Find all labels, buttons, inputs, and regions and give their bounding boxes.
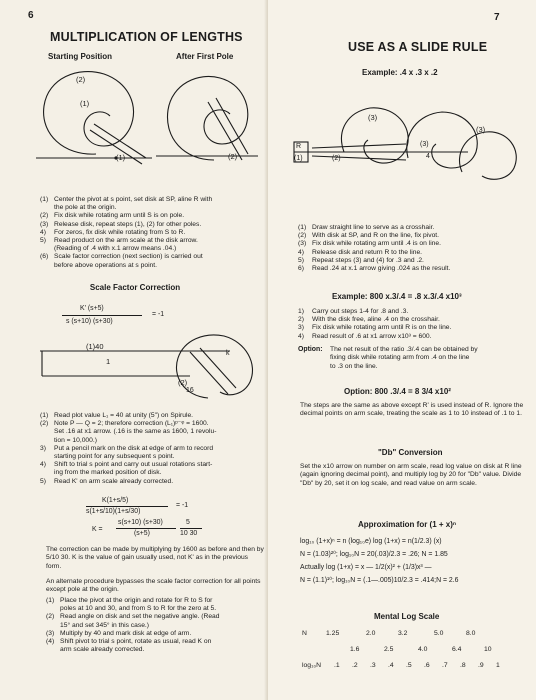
fraction-bar	[62, 315, 142, 316]
eq2-lhs: K =	[92, 526, 103, 533]
list-item: 4) Release disk and return R to the line.	[298, 248, 423, 256]
label-2: (2)	[76, 75, 86, 84]
page-number-right: 7	[494, 12, 500, 23]
list-item: (2) Read angle on disk and set the negative angle. (Read	[46, 613, 220, 621]
figure-scale-factor	[40, 330, 266, 404]
paragraph-alternate: An alternate procedure bypasses the scale factor correction for all points except pole at the origin.	[46, 578, 261, 594]
mls-log-value: .2	[352, 662, 358, 669]
list-item: (3) Fix disk while rotating arm until .4 is on line.	[298, 240, 441, 248]
mls-n-value: 4.0	[418, 646, 428, 653]
mls-log-value: .7	[442, 662, 448, 669]
list-item: ing from the marked position of disk.	[54, 469, 162, 477]
steps-alternate	[46, 597, 266, 654]
steps-ratio	[298, 308, 534, 341]
label-16: 16	[186, 387, 194, 394]
option-label: Option:	[298, 346, 323, 353]
list-item: (4) Shift pivot to trial s point, rotate as usual, read K on	[46, 638, 212, 646]
page-title-left: MULTIPLICATION OF LENGTHS	[50, 30, 243, 44]
mls-n-value: 10	[484, 646, 492, 653]
list-item: 3) Put a pencil mark on the disk at edge of arm to record	[40, 444, 214, 452]
list-item: (1) Read plot value L₁ = 40 at unity (5") on Spirule.	[40, 412, 194, 419]
mls-log-value: .9	[478, 662, 484, 669]
list-item: 5) Read K' on arm scale already corrected.	[40, 477, 174, 485]
paragraph-db: Set the x10 arrow on number on arm scale, read log value on disk at R line (again ignoring decimal point), and multiply log by 20 for "Db" value. Divide "Db" by 20, set it on log scale, and read value on arm scale.	[300, 463, 522, 487]
option-text: The net result of the ratio .3/.4 can be obtained by fixing disk while rotating arm from .4 on the line to .3 on the line.	[330, 346, 478, 370]
list-item: (6) Scale factor correction (next section) is carried out	[40, 253, 203, 261]
mls-log-value: .4	[388, 662, 394, 669]
option2-heading: Option: 800 .3/.4 = 8 3/4 x10²	[344, 387, 451, 396]
example-heading-1: Example: .4 x .3 x .2	[362, 68, 438, 77]
fraction-bar	[116, 528, 176, 529]
list-item: starting point for any subsequent s point.	[54, 453, 175, 461]
mls-n-value: 8.0	[466, 630, 476, 637]
right-page	[268, 0, 536, 700]
list-item: (1) Center the pivot at s point, set disk at SP, aline R with	[40, 196, 213, 203]
list-item: the pole at the origin.	[54, 204, 117, 212]
eq2-numerator: s(s+10) (s+30)	[118, 519, 163, 526]
eq2-denominator: (s+5)	[134, 530, 150, 537]
eq1-numerator: K(1+s/5)	[102, 497, 129, 504]
list-item: 5) Read product on the arm scale at the disk arrow.	[40, 237, 198, 245]
mls-n-value: 6.4	[452, 646, 462, 653]
label-k: k	[226, 350, 230, 357]
list-item: 4) For zeros, fix disk while rotating from S to R.	[40, 228, 186, 236]
label-4: 4	[426, 153, 430, 160]
page-title-right: USE AS A SLIDE RULE	[348, 40, 488, 54]
eq1-denominator: s(1+s/10)(1+s/30)	[86, 508, 141, 515]
label-2: (2)	[228, 152, 238, 161]
list-item: 6) Read .24 at x.1 arrow giving .024 as the result.	[298, 265, 451, 273]
mental-log-title: Mental Log Scale	[374, 612, 440, 621]
spirule-disk-outline-2	[407, 112, 478, 168]
figure-starting-position	[34, 64, 154, 176]
label-r: R	[296, 143, 302, 150]
list-item: poles at 10 and 30, and from S to R for the zero at 5.	[60, 605, 217, 613]
fig-label-starting: Starting Position	[48, 52, 112, 61]
list-item: (1) Draw straight line to serve as a crosshair.	[298, 224, 435, 231]
example-heading-2: Example: 800 x.3/.4 = .8 x.3/.4 x10³	[332, 292, 462, 301]
list-item: (1) Place the pivot at the origin and rotate for R to S for	[46, 597, 213, 604]
mls-log-value: .5	[406, 662, 412, 669]
page-number-left: 6	[28, 10, 34, 21]
fraction-bar	[180, 528, 202, 529]
label-140: (1)40	[86, 342, 104, 351]
mls-n-label: N	[302, 630, 307, 637]
list-item: (2) With disk at SP, and R on the line, fix pivot.	[298, 232, 440, 240]
list-item: 5) Repeat steps (3) and (4) for .3 and .2.	[298, 256, 424, 264]
spirule-arm	[208, 98, 248, 160]
list-item: (3) Release disk, repeat steps (1), (2) for other poles.	[40, 220, 202, 228]
steps-scale-factor	[40, 412, 266, 486]
mls-log-value: 1	[496, 662, 500, 669]
label-3: (3)	[368, 113, 378, 122]
mls-log-value: .8	[460, 662, 466, 669]
list-item: 2) With the disk free, aline .4 on the crosshair.	[298, 316, 440, 324]
mls-n-value: 2.0	[366, 630, 376, 637]
label-3c: (3)	[476, 125, 486, 134]
approx-lines: log₁₀ (1+x)ⁿ = n (log₁₀e) log (1+x) = n(1/2.3) (x) N = (1.03)²⁰; log₁₀N = 20(.03)/2.3 = .26; N = 1.85 Actually log (1+x) = x — 1/2(x)² + (1/3)x³ — N = (1.1)¹⁰; log₁₀N = (.1—.005)10/2.3 = .414;N = 2.6	[300, 538, 459, 584]
label-1: (1)	[294, 155, 303, 162]
mls-log-value: .1	[334, 662, 340, 669]
fraction-bar	[86, 506, 168, 507]
sfc-numerator: K' (s+5)	[80, 305, 104, 312]
paragraph-correction: The correction can be made by multiplying by 1600 as before and then by 5/10 30. K is the value of gain usually used, not K' as in the previous form.	[46, 546, 264, 570]
label-2: (2)	[178, 378, 188, 387]
eq2-denominator-2: 10 30	[180, 530, 198, 537]
list-item: (3) Multiply by 40 and mark disk at edge of arm.	[46, 629, 192, 637]
db-conversion-title: "Db" Conversion	[378, 448, 443, 457]
fig-label-after-pole: After First Pole	[176, 52, 234, 61]
list-item: (2) Fix disk while rotating arm until S is on pole.	[40, 212, 185, 220]
spirule-disk-outline	[44, 72, 134, 155]
approx-title: Approximation for (1 + x)ⁿ	[358, 520, 457, 529]
mls-log-label: log₁₀N	[302, 662, 322, 669]
list-item: 3) Fix disk while rotating arm until R is on the line.	[298, 324, 452, 332]
sfc-equals: = -1	[152, 311, 165, 318]
mls-log-value: .3	[370, 662, 376, 669]
label-1-pole: (1)	[116, 153, 126, 162]
list-item: 15° and set 345° in this case.)	[60, 621, 149, 629]
list-item: 1) Carry out steps 1-4 for .8 and .3.	[298, 308, 409, 315]
spirule-disk-outline-3	[459, 132, 516, 179]
paragraph-r-prime: The steps are the same as above except R' is used instead of R. Ignore the decimal points on arm scale, treating the scale as 1 to 10 instead of .1 to 1.	[300, 402, 524, 418]
list-item: arm scale already corrected.	[60, 646, 145, 654]
mls-n-value: 5.0	[434, 630, 444, 637]
list-item: 4) Shift to trial s point and carry out usual rotations start-	[40, 461, 213, 469]
sfc-denominator: s (s+10) (s+30)	[66, 318, 113, 325]
figure-after-first-pole	[156, 64, 260, 176]
list-item: Set .16 at x1 arrow. (.16 is the same as 1600, 1 revolu-	[54, 428, 217, 436]
mls-n-value: 2.5	[384, 646, 394, 653]
mls-n-value: 1.6	[350, 646, 360, 653]
label-1: (1)	[80, 99, 90, 108]
list-item: 4) Read result of .6 at x1 arrow x10³ = 600.	[298, 332, 432, 340]
list-item: (2) Note P — Q = 2; therefore correction (L₁)ᵖ⁻ᵠ = 1600.	[40, 420, 209, 428]
steps-slide-rule	[298, 224, 534, 273]
scale-factor-title: Scale Factor Correction	[89, 283, 181, 292]
spirule-disk-outline	[167, 76, 247, 160]
list-item: before above operations at s point.	[54, 261, 157, 269]
eq2-numerator-2: 5	[186, 519, 190, 526]
list-item: (Reading of .4 with x.1 arrow means .04.)	[54, 245, 177, 253]
label-1: 1	[106, 357, 111, 366]
steps-multiplication	[40, 196, 266, 270]
figure-slide-rule	[286, 100, 532, 210]
label-2: (2)	[332, 155, 341, 162]
mls-n-value: 3.2	[398, 630, 408, 637]
list-item: tion = 10,000.)	[54, 436, 97, 444]
eq1-rhs: = -1	[176, 502, 189, 509]
mls-n-value: 1.25	[326, 630, 340, 637]
label-3b: (3)	[420, 141, 429, 148]
mls-log-value: .6	[424, 662, 430, 669]
